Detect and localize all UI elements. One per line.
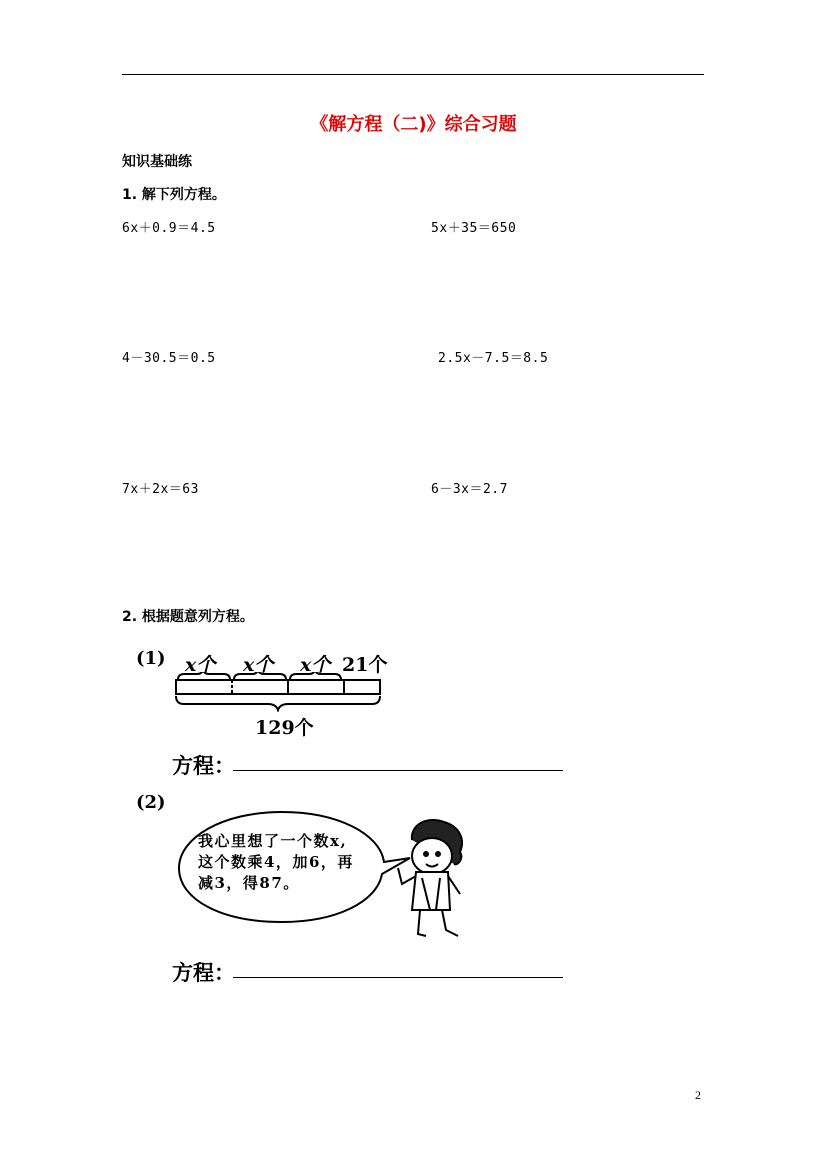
header-rule [122, 74, 704, 75]
speech-line-3: 减3，得87。 [198, 874, 300, 892]
page-number: 2 [695, 1088, 701, 1102]
section-heading: 知识基础练 [122, 154, 192, 170]
speech-line-2: 这个数乘4，加6，再 [198, 853, 354, 871]
equation-4: 2.5x－7.5＝8.5 [438, 351, 549, 366]
speech-line-1: 我心里想了一个数x, [198, 832, 348, 850]
part-2-label: (2) [136, 792, 166, 813]
segment-label-2: x个 [243, 654, 274, 676]
segment-label-4: 21个 [342, 654, 388, 676]
question-2-heading: 2. 根据题意列方程。 [122, 609, 254, 625]
part-1-label: (1) [136, 648, 166, 669]
equation-label-2: 方程： [172, 960, 235, 985]
answer-line-1[interactable] [233, 770, 563, 771]
speech-text [198, 831, 354, 894]
equation-6: 6－3x＝2.7 [431, 482, 508, 497]
question-1-heading: 1. 解下列方程。 [122, 187, 226, 203]
total-brace [176, 696, 380, 710]
bar-outline [176, 680, 380, 694]
page-title: 《解方程（二)》综合习题 [310, 114, 517, 135]
boy-illustration [392, 818, 472, 942]
equation-5: 7x＋2x＝63 [122, 482, 199, 497]
segment-label-1: x个 [185, 654, 216, 676]
equation-3: 4－30.5＝0.5 [122, 351, 216, 366]
answer-line-2[interactable] [233, 977, 563, 978]
brace-3 [290, 672, 341, 680]
brace-1 [178, 672, 230, 680]
segment-diagram [170, 672, 390, 712]
total-label: 129个 [255, 717, 314, 739]
brace-2 [234, 672, 286, 680]
equation-2: 5x＋35＝650 [431, 221, 517, 236]
segment-label-3: x个 [300, 654, 331, 676]
equation-1: 6x＋0.9＝4.5 [122, 221, 216, 236]
equation-label-1: 方程： [172, 753, 235, 778]
